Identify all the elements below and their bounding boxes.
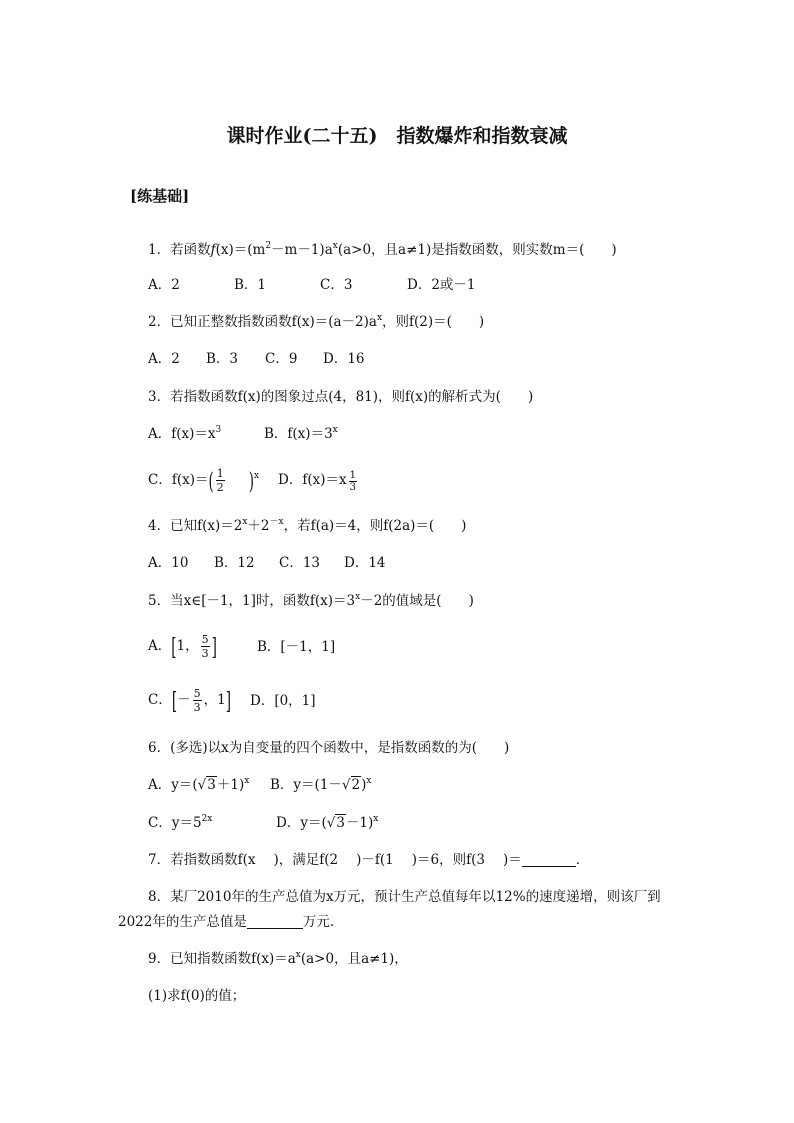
q4-option-a: A．10 bbox=[148, 555, 189, 571]
q5-option-d: D．[0，1] bbox=[250, 693, 316, 709]
q2-tail: ，则f(2)＝( ) bbox=[382, 314, 485, 330]
q6-option-c-pre: C．y＝5 bbox=[148, 815, 202, 831]
q6-option-d-post: －1) bbox=[345, 815, 374, 831]
q7-part3: )－f(1 bbox=[356, 852, 394, 868]
q3-option-c-text: C．f(x)＝ bbox=[148, 472, 209, 488]
q4-option-d: D．14 bbox=[344, 555, 386, 571]
q5-option-c-denominator: 3 bbox=[193, 701, 201, 714]
q5-text: 5．当x∈[－1，1]时，函数f(x)＝3 bbox=[148, 593, 356, 609]
q6-option-a-exp: x bbox=[244, 776, 250, 786]
q6-option-a-post: ＋1) bbox=[216, 777, 245, 793]
q2-option-b: B．3 bbox=[206, 351, 239, 367]
q1-pre: 若函数 bbox=[170, 242, 211, 258]
left-paren-icon: ( bbox=[208, 468, 214, 496]
question-2 bbox=[148, 313, 484, 331]
question-7 bbox=[148, 851, 589, 869]
q1-option-a: A．2 bbox=[148, 277, 180, 293]
q6-option-d-radicand: 3 bbox=[336, 815, 345, 831]
question-3: 3．若指数函数f(x)的图象过点(4，81)，则f(x)的解析式为( ) bbox=[148, 389, 534, 405]
q2-option-d: D．16 bbox=[323, 351, 365, 367]
q5-option-c bbox=[148, 684, 231, 716]
q9-text: 9．已知指数函数f(x)＝a bbox=[148, 951, 296, 967]
q9-exp: x bbox=[295, 950, 301, 960]
q4-exp1: x bbox=[242, 517, 248, 527]
q1-exp2: x bbox=[332, 241, 338, 251]
question-6: 6．(多选)以x为自变量的四个函数中，是指数函数的为( ) bbox=[148, 740, 510, 756]
q4-mid: ＋2 bbox=[247, 518, 270, 534]
q3-option-a bbox=[148, 425, 221, 443]
q8-line2-post: 万元． bbox=[302, 914, 344, 930]
q3-option-d-text: D．f(x)＝x bbox=[278, 472, 347, 488]
q6-option-b-pre: B．y＝(1－ bbox=[270, 777, 342, 793]
q1-exp: 2 bbox=[265, 241, 272, 251]
q3-option-d-fraction bbox=[349, 470, 357, 493]
right-bracket-icon: ] bbox=[211, 634, 217, 662]
q9-subquestion-1: (1)求f(0)的值； bbox=[148, 988, 246, 1004]
q7-answer-blank[interactable] bbox=[522, 852, 576, 867]
q4-exp2: －x bbox=[269, 517, 284, 527]
q5-option-a-first: 1， bbox=[176, 638, 199, 654]
q5-option-c-last: ，1 bbox=[203, 692, 226, 708]
q7-part5: )＝ bbox=[502, 852, 522, 868]
q1-mid: (x)＝(m bbox=[215, 242, 266, 258]
q6-option-a-radicand: 3 bbox=[207, 777, 216, 793]
q6-option-c bbox=[148, 814, 212, 832]
q5-exp: x bbox=[355, 592, 361, 602]
q5-option-c-minus: － bbox=[177, 692, 191, 708]
q2-exp: x bbox=[376, 313, 383, 323]
q7-part2: )，满足f(2 bbox=[273, 852, 339, 868]
q3-option-b bbox=[264, 425, 338, 443]
question-8-line2 bbox=[118, 913, 343, 931]
q5-option-a-fraction bbox=[201, 633, 210, 660]
q6-option-a-pre: A．y＝( bbox=[148, 777, 198, 793]
q3-option-c-exp: x bbox=[254, 471, 260, 481]
q7-part1: 7．若指数函数f(x bbox=[148, 852, 256, 868]
q6-option-b bbox=[270, 776, 371, 794]
question-4 bbox=[148, 517, 466, 535]
q1-option-c: C．3 bbox=[320, 277, 353, 293]
q3-option-a-text: A．f(x)＝x bbox=[148, 426, 216, 442]
q1-option-d: D．2或－1 bbox=[407, 277, 476, 293]
q3-option-d bbox=[278, 464, 359, 496]
q5-option-c-numerator: 5 bbox=[193, 687, 201, 700]
q6-option-d-pre: D．y＝( bbox=[276, 815, 327, 831]
section-heading: [练基础] bbox=[130, 187, 190, 205]
q4-text: 4．已知f(x)＝2 bbox=[148, 518, 243, 534]
q5-option-a-label: A． bbox=[148, 638, 172, 654]
q6-option-c-exp: 2x bbox=[201, 814, 213, 824]
q3-option-b-text: B．f(x)＝3 bbox=[264, 426, 333, 442]
q3-option-c-numerator: 1 bbox=[216, 467, 224, 480]
q3-option-c-denominator: 2 bbox=[216, 481, 224, 494]
q1-f: f bbox=[210, 242, 216, 258]
q6-option-b-exp: x bbox=[366, 776, 372, 786]
question-5 bbox=[148, 592, 474, 610]
q4-option-c: C．13 bbox=[279, 555, 321, 571]
q4-tail: ，若f(a)＝4，则f(2a)＝( ) bbox=[283, 518, 467, 534]
q9-tail: (a>0，且a≠1)， bbox=[300, 951, 408, 967]
left-bracket-icon: [ bbox=[171, 634, 177, 662]
q5-option-a-denominator: 3 bbox=[201, 647, 209, 660]
q3-option-a-exp: 3 bbox=[215, 425, 222, 435]
sqrt-icon: √2 bbox=[341, 777, 361, 793]
q6-option-b-post: ) bbox=[361, 777, 367, 793]
q5-tail: －2的值域是( ) bbox=[360, 593, 474, 609]
sqrt-icon: √3 bbox=[326, 815, 345, 831]
question-8-line1: 8．某厂2010年的生产总值为x万元，预计生产总值每年以12%的速度递增，则该厂到 bbox=[148, 889, 661, 905]
page-title: 课时作业(二十五) 指数爆炸和指数衰减 bbox=[226, 125, 568, 147]
q2-option-c: C．9 bbox=[265, 351, 298, 367]
q2-option-a: A．2 bbox=[148, 351, 180, 367]
left-bracket-icon: [ bbox=[171, 688, 178, 716]
q5-option-b: B．[－1，1] bbox=[257, 639, 336, 655]
q2-text: 2．已知正整数指数函数f(x)＝(a－2)a bbox=[148, 314, 377, 330]
q5-option-a-numerator: 5 bbox=[201, 633, 209, 646]
right-paren-icon: ) bbox=[248, 468, 255, 496]
right-bracket-icon: ] bbox=[225, 688, 231, 716]
q1-tail: (a>0，且a≠1)是指数函数，则实数m＝( ) bbox=[337, 242, 617, 258]
q6-option-d bbox=[276, 814, 378, 832]
q5-option-a bbox=[148, 630, 217, 662]
q3-option-d-denominator: 3 bbox=[349, 482, 356, 493]
q6-option-a bbox=[148, 776, 249, 794]
q7-part4: )＝6，则f(3 bbox=[411, 852, 485, 868]
sqrt-icon: √3 bbox=[197, 777, 216, 793]
question-9 bbox=[148, 950, 408, 968]
q1-option-b: B．1 bbox=[234, 277, 267, 293]
q6-option-b-radicand: 2 bbox=[351, 777, 361, 793]
q8-answer-blank[interactable] bbox=[247, 914, 303, 929]
q3-option-b-exp: x bbox=[332, 425, 338, 435]
q3-option-c-fraction bbox=[216, 467, 225, 494]
q4-option-b: B．12 bbox=[214, 555, 255, 571]
q7-end: ． bbox=[575, 852, 590, 868]
question-1 bbox=[148, 241, 617, 259]
q1-rest: －m－1)a bbox=[271, 242, 333, 258]
q5-option-c-fraction bbox=[193, 687, 202, 714]
q8-line2-pre: 2022年的生产总值是 bbox=[118, 914, 247, 930]
q1-number: 1． bbox=[148, 242, 171, 258]
q3-option-c bbox=[148, 464, 259, 496]
q5-option-c-label: C． bbox=[148, 692, 172, 708]
q3-option-d-numerator: 1 bbox=[349, 470, 356, 481]
q6-option-d-exp: x bbox=[373, 814, 379, 824]
